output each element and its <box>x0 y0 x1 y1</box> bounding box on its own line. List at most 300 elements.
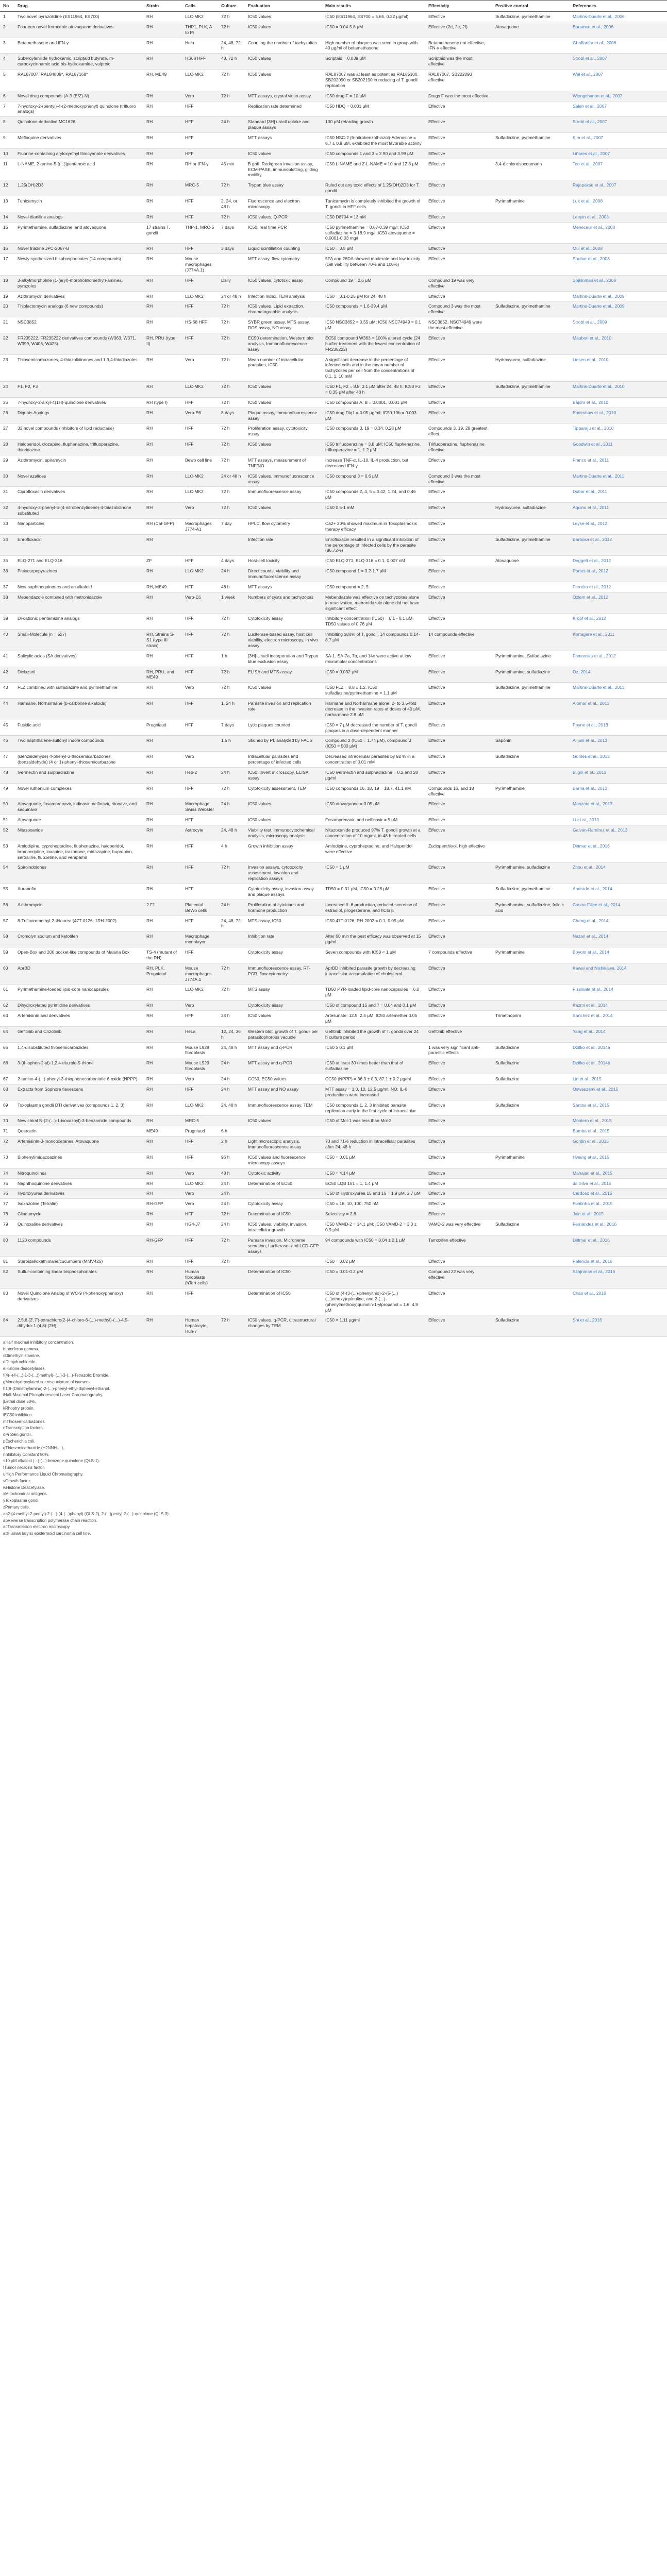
cell-culture: 48 h <box>218 582 245 592</box>
cell-reference[interactable]: Shi et al., 2016 <box>570 1315 667 1337</box>
cell-evaluation: Inhibition rate <box>245 931 322 947</box>
cell-reference[interactable]: Tipparaju et al., 2010 <box>570 423 667 439</box>
cell-reference[interactable]: Yang et al., 2014 <box>570 1026 667 1042</box>
cell-culture: 24 h <box>218 1178 245 1189</box>
cell-strain: RH-GFP <box>143 1235 182 1257</box>
cell-reference[interactable]: Boyom et al., 2014 <box>570 947 667 963</box>
cell-positive-control: Sulfadiazine, pyrimethamine <box>492 683 570 699</box>
cell-effectivity <box>425 1126 492 1137</box>
cell-cells: Vero <box>182 1168 218 1178</box>
table-row <box>0 1001 667 1011</box>
cell-no: 34 <box>0 534 14 556</box>
cell-effectivity: Effective <box>425 291 492 301</box>
table-row <box>0 1011 667 1027</box>
table-row <box>0 382 667 398</box>
cell-positive-control: Atovaquone <box>492 556 570 566</box>
footnote: oProtein gondii. <box>3 1432 32 1437</box>
cell-culture: 72 h <box>218 862 245 884</box>
cell-reference[interactable]: Maubon et al., 2010 <box>570 333 667 354</box>
cell-main-results: IC50 compounds 1 and 3 = 2.90 and 3.99 μM <box>322 148 425 159</box>
cell-evaluation: IC50 values, Q-PCR <box>245 212 322 222</box>
cell-reference[interactable]: Meneceur et al., 2008 <box>570 222 667 244</box>
cell-cells: LLC-MK2 <box>182 487 218 503</box>
cell-reference[interactable]: Lin et al., 2015 <box>570 1074 667 1084</box>
table-row <box>0 503 667 519</box>
cell-reference[interactable]: Fomovska et al., 2012 <box>570 651 667 667</box>
cell-strain: RH <box>143 884 182 900</box>
cell-reference[interactable]: Cardoso et al., 2015 <box>570 1189 667 1199</box>
cell-reference[interactable]: Gordin et al., 2015 <box>570 1137 667 1153</box>
cell-positive-control: Sulfadiazine, pyrimethamine <box>492 382 570 398</box>
cell-reference[interactable]: Li et al., 2013 <box>570 815 667 825</box>
cell-cells: LLC-MK2 <box>182 11 218 22</box>
header-drug: Drug <box>14 1 143 12</box>
cell-reference[interactable]: Wei et al., 2007 <box>570 70 667 91</box>
cell-drug: Isoxazoline (Tetralin) <box>14 1199 143 1209</box>
cell-culture: 24 or 48 h <box>218 471 245 487</box>
cell-reference[interactable]: Chao et al., 2016 <box>570 1288 667 1315</box>
cell-positive-control <box>492 963 570 985</box>
cell-strain: RH <box>143 799 182 815</box>
cell-no: 6 <box>0 91 14 101</box>
table-row <box>0 736 667 752</box>
cell-reference[interactable]: Luk et al., 2008 <box>570 196 667 212</box>
cell-main-results: TD50 = 0.31 μM, IC50 = 0.28 μM <box>322 884 425 900</box>
cell-drug: 2,5,6,(2',7')-tetrachloro(2-(4-chloro-6-(...)-methyl)-(...)-4,5-dihydro-1-(4,8)-(2H) <box>14 1315 143 1337</box>
footnote: uHigh Performance Liquid Chromatography. <box>3 1471 84 1477</box>
cell-no: 67 <box>0 1074 14 1084</box>
cell-positive-control: Pyrimethamine, sulfadiazine, folinic acid <box>492 900 570 916</box>
cell-reference[interactable]: Martins-Duarte et al., 2009 <box>570 291 667 301</box>
cell-reference[interactable]: Franco et al., 2011 <box>570 455 667 471</box>
cell-strain: RH <box>143 699 182 720</box>
cell-reference[interactable]: Martins-Duarte et al., 2010 <box>570 382 667 398</box>
cell-reference[interactable]: Pissinate et al., 2014 <box>570 985 667 1001</box>
cell-reference[interactable]: Cheng et al., 2014 <box>570 916 667 931</box>
cell-no: 50 <box>0 799 14 815</box>
cell-reference[interactable]: Baramee et al., 2006 <box>570 22 667 38</box>
cell-no: 30 <box>0 471 14 487</box>
cell-evaluation: IC50 values <box>245 683 322 699</box>
cell-main-results: IC50 compound 3 = 0.6 μM <box>322 471 425 487</box>
cell-strain: RH <box>143 815 182 825</box>
cell-strain: RH <box>143 382 182 398</box>
cell-drug: Small-Molecule (n = 527) <box>14 630 143 651</box>
table-row <box>0 767 667 783</box>
cell-drug: Betamethasone and IFN-γ <box>14 38 143 54</box>
cell-evaluation: IC50 values <box>245 11 322 22</box>
cell-drug: Salicylic acids (SA derivatives) <box>14 651 143 667</box>
cell-no: 63 <box>0 1011 14 1027</box>
cell-main-results: IC50 = 0.1-0.25 μM for 24, 48 h <box>322 291 425 301</box>
cell-strain: RH <box>143 1168 182 1178</box>
cell-cells: Placental BeWo cells <box>182 900 218 916</box>
cell-culture: 72 h <box>218 683 245 699</box>
cell-culture: 24, 48, 72 h <box>218 38 245 54</box>
cell-strain: RH <box>143 1074 182 1084</box>
cell-drug: Open-Box and 200 pocket-like compounds of Malaria Box <box>14 947 143 963</box>
cell-positive-control <box>492 54 570 70</box>
cell-reference[interactable]: Sojkinman et al., 2008 <box>570 275 667 291</box>
cell-cells: Vero <box>182 1199 218 1209</box>
cell-reference[interactable]: Barbosa et al., 2012 <box>570 534 667 556</box>
cell-culture: 2, 24, or 48 h <box>218 196 245 212</box>
cell-reference[interactable]: Liñares et al., 2007 <box>570 148 667 159</box>
cell-reference[interactable]: Monzote et al., 2013 <box>570 799 667 815</box>
cell-reference[interactable]: Galván-Ramírez et al., 2013 <box>570 825 667 841</box>
cell-reference[interactable]: Strobl et al., 2009 <box>570 317 667 333</box>
table-row <box>0 1126 667 1137</box>
cell-reference[interactable]: Mui et al., 2008 <box>570 244 667 254</box>
cell-positive-control <box>492 101 570 117</box>
cell-reference[interactable]: Sanchez et al., 2014 <box>570 1011 667 1027</box>
cell-culture: 8 days <box>218 408 245 423</box>
cell-main-results: A significant decrease in the percentage of infected cells and in the mean number of tachyzoites per cell from the concentrations of 0.1, 1, 10 mM <box>322 354 425 382</box>
cell-cells: HFF <box>182 1235 218 1257</box>
cell-reference[interactable]: Martins-Duarte et al., 2013 <box>570 683 667 699</box>
cell-reference[interactable]: Dubar et al., 2011 <box>570 487 667 503</box>
cell-no: 74 <box>0 1168 14 1178</box>
footnote: lEC50 inhibition. <box>3 1412 33 1417</box>
cell-reference[interactable]: Martins-Duarte et al., 2011 <box>570 471 667 487</box>
cell-positive-control: Atovaquone <box>492 22 570 38</box>
cell-evaluation: Infection rate <box>245 534 322 556</box>
cell-reference[interactable]: Wiengchanon et al., 2007 <box>570 91 667 101</box>
table-header <box>0 1 667 12</box>
cell-main-results: IC50 = 0.5 μM <box>322 244 425 254</box>
cell-no: 77 <box>0 1199 14 1209</box>
cell-evaluation: Mean number of intracellular parasites, IC50 <box>245 354 322 382</box>
cell-drug: 7-hydroxy-2-alkyl-4(1H)-quinolone derivatives <box>14 397 143 408</box>
cell-effectivity: Effective <box>425 1315 492 1337</box>
cell-main-results: IC50 compound = 2, 5 <box>322 582 425 592</box>
cell-evaluation: [3H]-Uracil incorporation and Trypan blue exclusion assay <box>245 651 322 667</box>
cell-evaluation: Liquid scintillation counting <box>245 244 322 254</box>
cell-no: 18 <box>0 275 14 291</box>
cell-reference[interactable]: Liesen et al., 2010 <box>570 354 667 382</box>
cell-no: 83 <box>0 1288 14 1315</box>
cell-evaluation: IC50 values and fluorescence microscopy assays <box>245 1152 322 1168</box>
cell-reference[interactable]: Martins-Duarte et al., 2009 <box>570 301 667 317</box>
cell-no: 75 <box>0 1178 14 1189</box>
cell-evaluation: IC50 values, q-PCR, ultrastructural changes by TEM <box>245 1315 322 1337</box>
cell-positive-control <box>492 291 570 301</box>
table-row <box>0 1315 667 1337</box>
cell-main-results: IC50 at least 30 times better than that of sulfadiazine <box>322 1058 425 1074</box>
cell-positive-control: Sulfadiazine <box>492 1219 570 1235</box>
cell-strain: RH-GFP <box>143 1199 182 1209</box>
cell-reference[interactable]: Goodwin et al., 2011 <box>570 439 667 455</box>
cell-positive-control: Pyrimethamine, sulfadiazine <box>492 667 570 683</box>
cell-positive-control <box>492 699 570 720</box>
cell-reference[interactable]: Leyke et al., 2012 <box>570 518 667 534</box>
cell-evaluation: IC50 values, Lipid extraction, chromatographic analysis <box>245 301 322 317</box>
cell-reference[interactable]: Castro-Filice et al., 2014 <box>570 900 667 916</box>
cell-no: 39 <box>0 614 14 630</box>
cell-reference[interactable]: Mahajan et al., 2015 <box>570 1168 667 1178</box>
cell-main-results: 100 μM retarding growth <box>322 117 425 133</box>
cell-strain: RH (Cat-GFP) <box>143 518 182 534</box>
cell-drug: Fluorine-containing aryloxyethyl thiocyanate derivatives <box>14 148 143 159</box>
cell-main-results: IC50 of compound 15 and 7 = 0.04 and 0.1 μM <box>322 1001 425 1011</box>
cell-reference[interactable]: Shubar et al., 2008 <box>570 254 667 276</box>
cell-reference[interactable]: Zhou et al., 2014 <box>570 862 667 884</box>
cell-reference[interactable]: da Silva et al., 2015 <box>570 1178 667 1189</box>
cell-strain: RH <box>143 301 182 317</box>
cell-reference[interactable]: Montero et al., 2015 <box>570 1116 667 1126</box>
cell-cells: Mouse macrophages (J774A.1) <box>182 254 218 276</box>
header-effectivity: Effectivity <box>425 1 492 12</box>
cell-evaluation: Stained by PI, analyzed by FACS <box>245 736 322 752</box>
cell-no: 3 <box>0 38 14 54</box>
cell-reference[interactable]: Barna et al., 2013 <box>570 783 667 799</box>
cell-cells: HeLa <box>182 1026 218 1042</box>
table-row <box>0 699 667 720</box>
cell-evaluation: MTT assay and q-PCR <box>245 1058 322 1074</box>
cell-reference[interactable]: Leepin et al., 2008 <box>570 212 667 222</box>
table-row <box>0 1235 667 1257</box>
table-row <box>0 1042 667 1058</box>
footnote: nTranscription factors. <box>3 1426 44 1431</box>
cell-reference[interactable]: Santos et al., 2015 <box>570 1100 667 1116</box>
cell-strain: RH <box>143 254 182 276</box>
cell-no: 36 <box>0 566 14 582</box>
cell-effectivity: Effective <box>425 556 492 566</box>
cell-effectivity: Effective <box>425 1116 492 1126</box>
cell-evaluation: Determination of IC50 <box>245 1267 322 1289</box>
cell-no: 65 <box>0 1042 14 1058</box>
cell-reference[interactable]: Oswaszami et al., 2015 <box>570 1084 667 1100</box>
cell-evaluation: Proliferation of cytokines and hormone production <box>245 900 322 916</box>
cell-effectivity: Effective <box>425 1001 492 1011</box>
cell-cells: HFF <box>182 1288 218 1315</box>
cell-drug: Dihydroxylated pyrimidine derivatives <box>14 1001 143 1011</box>
footnote: bInterferon gamma. <box>3 1346 39 1351</box>
cell-evaluation <box>245 1189 322 1199</box>
cell-positive-control <box>492 1267 570 1289</box>
cell-no: 13 <box>0 196 14 212</box>
cell-reference[interactable]: Kawai and Nishikawa, 2014 <box>570 963 667 985</box>
cell-reference[interactable]: Kazmi et al., 2014 <box>570 1001 667 1011</box>
cell-main-results: Tunicamycin is completely inhibited the growth of T. gondii in HFF cells <box>322 196 425 212</box>
cell-reference[interactable]: Rajapakse et al., 2007 <box>570 180 667 196</box>
cell-evaluation: IC50 values <box>245 22 322 38</box>
cell-reference[interactable]: Jain et al., 2015 <box>570 1209 667 1219</box>
table-row <box>0 333 667 354</box>
cell-reference[interactable]: Nazari et al., 2014 <box>570 931 667 947</box>
cell-strain: RH <box>143 1189 182 1199</box>
cell-evaluation <box>245 1126 322 1137</box>
cell-cells: Hep-2 <box>182 767 218 783</box>
cell-cells: HG4-J7 <box>182 1219 218 1235</box>
cell-cells: Human hepatocyte, Huh-7 <box>182 1315 218 1337</box>
cell-main-results: Ruled out any toxic effects of 1,25(OH)2D3 for T. gondii <box>322 180 425 196</box>
cell-no: 32 <box>0 503 14 519</box>
cell-reference[interactable]: Dittmar et al., 2016 <box>570 841 667 862</box>
cell-reference[interactable]: Saleh et al., 2007 <box>570 101 667 117</box>
cell-positive-control: Sulfadiazine, pyrimethamine <box>492 301 570 317</box>
cell-reference[interactable]: Bilgin et al., 2013 <box>570 767 667 783</box>
cell-reference[interactable]: Alijani et al., 2013 <box>570 736 667 752</box>
cell-reference[interactable]: Ferreira et al., 2012 <box>570 582 667 592</box>
table-row <box>0 1219 667 1235</box>
cell-reference[interactable]: Andrade et al., 2014 <box>570 884 667 900</box>
cell-evaluation: IC50 values <box>245 1116 322 1126</box>
cell-reference[interactable]: Fernández et al., 2016 <box>570 1219 667 1235</box>
cell-culture: 45 min <box>218 159 245 180</box>
cell-positive-control: Hydroxyurea, sulfadiazine <box>492 503 570 519</box>
cell-cells: Vero-E6 <box>182 408 218 423</box>
cell-reference[interactable]: Strobl et al., 2007 <box>570 117 667 133</box>
cell-evaluation: IC50 values <box>245 799 322 815</box>
cell-main-results: TD50 PYR-loaded lipid-core nanocapsules = 6.0 μM <box>322 985 425 1001</box>
cell-effectivity: Effective <box>425 736 492 752</box>
cell-reference[interactable]: Bamba et al., 2015 <box>570 1126 667 1137</box>
cell-effectivity: Effective <box>425 159 492 180</box>
cell-positive-control <box>492 1026 570 1042</box>
cell-reference[interactable]: Kortagere et al., 2011 <box>570 630 667 651</box>
cell-evaluation: Determination of EC50 <box>245 1178 322 1189</box>
cell-culture: 72 h <box>218 455 245 471</box>
cell-reference[interactable]: Kim et al., 2007 <box>570 133 667 149</box>
cell-positive-control: Pyrimethamine, Sulfadiazine <box>492 651 570 667</box>
cell-reference[interactable]: Gomes et al., 2013 <box>570 752 667 768</box>
cell-strain: RH <box>143 566 182 582</box>
cell-reference[interactable]: Oz, 2014 <box>570 667 667 683</box>
cell-effectivity: Effective <box>425 254 492 276</box>
cell-evaluation: MTT assays, measurement of TNF/NO <box>245 455 322 471</box>
cell-drug: Thiolactomycin analogs (6 new compounds) <box>14 301 143 317</box>
cell-positive-control: Saponin <box>492 736 570 752</box>
cell-positive-control <box>492 1199 570 1209</box>
table-row <box>0 148 667 159</box>
table-row <box>0 91 667 101</box>
cell-cells: HFF <box>182 916 218 931</box>
cell-no: 37 <box>0 582 14 592</box>
cell-cells: LLC-MK2 <box>182 1178 218 1189</box>
table-row <box>0 196 667 212</box>
cell-main-results: Increase TNF-α, IL-10, IL-4 production, but decreased IFN-γ <box>322 455 425 471</box>
cell-reference[interactable]: Fontinha et al., 2015 <box>570 1199 667 1209</box>
cell-no: 12 <box>0 180 14 196</box>
cell-drug: New chiral N-(2-(...)-1-isoxazoyl)-3-benzamide compounds <box>14 1116 143 1126</box>
cell-main-results: IC50 ivermectin and sulphadiazine = 0.2 and 28 μg/ml <box>322 767 425 783</box>
cell-reference[interactable]: Dzitko et al., 2014b <box>570 1058 667 1074</box>
footnote: f(4(--(4-(...)-1-3-(...))methyl)- (...)-3-(...)-Tetrazolic Bromide. <box>3 1372 110 1378</box>
cell-strain: RH <box>143 1288 182 1315</box>
cell-effectivity: Effective <box>425 1058 492 1074</box>
cell-reference[interactable]: Palencia et al., 2016 <box>570 1257 667 1267</box>
cell-drug: Fourteen novel ferrocenic atovaquone derivatives <box>14 22 143 38</box>
cell-reference[interactable]: Strobl et al., 2007 <box>570 54 667 70</box>
cell-strain: RH <box>143 736 182 752</box>
cell-evaluation: ELISA and MTS assay <box>245 667 322 683</box>
cell-cells: HFF <box>182 651 218 667</box>
cell-positive-control <box>492 1288 570 1315</box>
cell-positive-control <box>492 38 570 54</box>
cell-strain: RH <box>143 1026 182 1042</box>
cell-main-results: Decreased intracellular parasites by 92 % in a concentration of 0.01 mM <box>322 752 425 768</box>
cell-strain: RH <box>143 683 182 699</box>
cell-no: 55 <box>0 884 14 900</box>
cell-evaluation: Cytotoxicity assay <box>245 1001 322 1011</box>
cell-no: 61 <box>0 985 14 1001</box>
cell-positive-control <box>492 1178 570 1189</box>
cell-culture: 72 h <box>218 11 245 22</box>
cell-strain: RH <box>143 1178 182 1189</box>
cell-reference[interactable]: Ozlem et al., 2012 <box>570 592 667 614</box>
cell-strain: TS-4 (mutant of the RH) <box>143 947 182 963</box>
cell-effectivity: Effective <box>425 1189 492 1199</box>
cell-culture: 72 h <box>218 1209 245 1219</box>
table-row <box>0 534 667 556</box>
cell-reference[interactable]: Kropf et al., 2012 <box>570 614 667 630</box>
cell-evaluation: Western blot, growth of T. gondii per parasitophorous vacuole <box>245 1026 322 1042</box>
cell-main-results: IC50 of (4-(3-(...)-phenylthio)-2-(5-(...)(...)ethoxy)quinoline, and 2-(...)-(phenylmethoxy)quinolin-1-ylpropanol = 1.6, 4.9 μM <box>322 1288 425 1315</box>
cell-drug: 3-(thiophen-2-yl)-1,2,4-triazole-5-thione <box>14 1058 143 1074</box>
cell-reference[interactable]: Aquino et al., 2011 <box>570 503 667 519</box>
cell-effectivity: Effective <box>425 651 492 667</box>
cell-effectivity: Effective <box>425 117 492 133</box>
table-row <box>0 1209 667 1219</box>
cell-positive-control <box>492 222 570 244</box>
cell-no: 11 <box>0 159 14 180</box>
cell-evaluation: MTT assay, flow cytometry <box>245 254 322 276</box>
cell-reference[interactable]: Ghaffarifar et al., 2006 <box>570 38 667 54</box>
table-row <box>0 815 667 825</box>
cell-reference[interactable]: Payne et al., 2013 <box>570 720 667 736</box>
cell-reference[interactable]: Endeshaw et al., 2010 <box>570 408 667 423</box>
cell-culture <box>218 752 245 768</box>
cell-reference[interactable]: Bajohr et al., 2010 <box>570 397 667 408</box>
cell-effectivity: Effective <box>425 408 492 423</box>
cell-main-results: IC50 = 0.01-0.2 μM <box>322 1267 425 1289</box>
cell-positive-control <box>492 1235 570 1257</box>
cell-reference[interactable]: Szajnman et al., 2016 <box>570 1267 667 1289</box>
header-positive-control: Positive control <box>492 1 570 12</box>
cell-reference[interactable]: Doggett et al., 2012 <box>570 556 667 566</box>
table-row <box>0 1288 667 1315</box>
cell-positive-control: Sulfadiazine <box>492 1058 570 1074</box>
cell-strain: RH <box>143 354 182 382</box>
cell-reference[interactable]: Hwang et al., 2015 <box>570 1152 667 1168</box>
cell-reference[interactable]: Dittmar et al., 2016 <box>570 1235 667 1257</box>
cell-effectivity: Effective <box>425 455 492 471</box>
cell-positive-control <box>492 1084 570 1100</box>
cell-main-results: Inhibitory concentration (IC50) = 0.1 - 0.1 μM, TD50 values of 0.76 μM <box>322 614 425 630</box>
table-row <box>0 1178 667 1189</box>
cell-reference[interactable]: Dzitko et al., 2014a <box>570 1042 667 1058</box>
cell-drug: Amlodipine, cyproheptadine, fluphenazine, haloperidol, bromocriptine, loxapine, trazodone, mirtazapine, bupropion, sertraline, fluoxetine, and verapamil <box>14 841 143 862</box>
cell-no: 21 <box>0 317 14 333</box>
cell-reference[interactable]: Martins-Duarte et al., 2006 <box>570 11 667 22</box>
cell-positive-control <box>492 799 570 815</box>
cell-reference[interactable]: Portes et al., 2012 <box>570 566 667 582</box>
cell-effectivity: Effective <box>425 862 492 884</box>
cell-no: 28 <box>0 439 14 455</box>
cell-culture: 24 h <box>218 1084 245 1100</box>
cell-drug: Auranofin <box>14 884 143 900</box>
cell-drug: 7-hydroxy-2-(pentyl)-4-(2-methoxyphenyl) quinolone (trifluoro analogs) <box>14 101 143 117</box>
cell-cells: Macrophage monolayer <box>182 931 218 947</box>
cell-reference[interactable]: Alomar et al., 2013 <box>570 699 667 720</box>
cell-reference[interactable]: Teo et al., 2007 <box>570 159 667 180</box>
footnote: vGrowth factor. <box>3 1478 31 1483</box>
cell-evaluation: Determination of IC50 <box>245 1288 322 1315</box>
table-row <box>0 222 667 244</box>
cell-effectivity: 7 compounds effective <box>425 947 492 963</box>
cell-cells: LLC-MK2 <box>182 985 218 1001</box>
